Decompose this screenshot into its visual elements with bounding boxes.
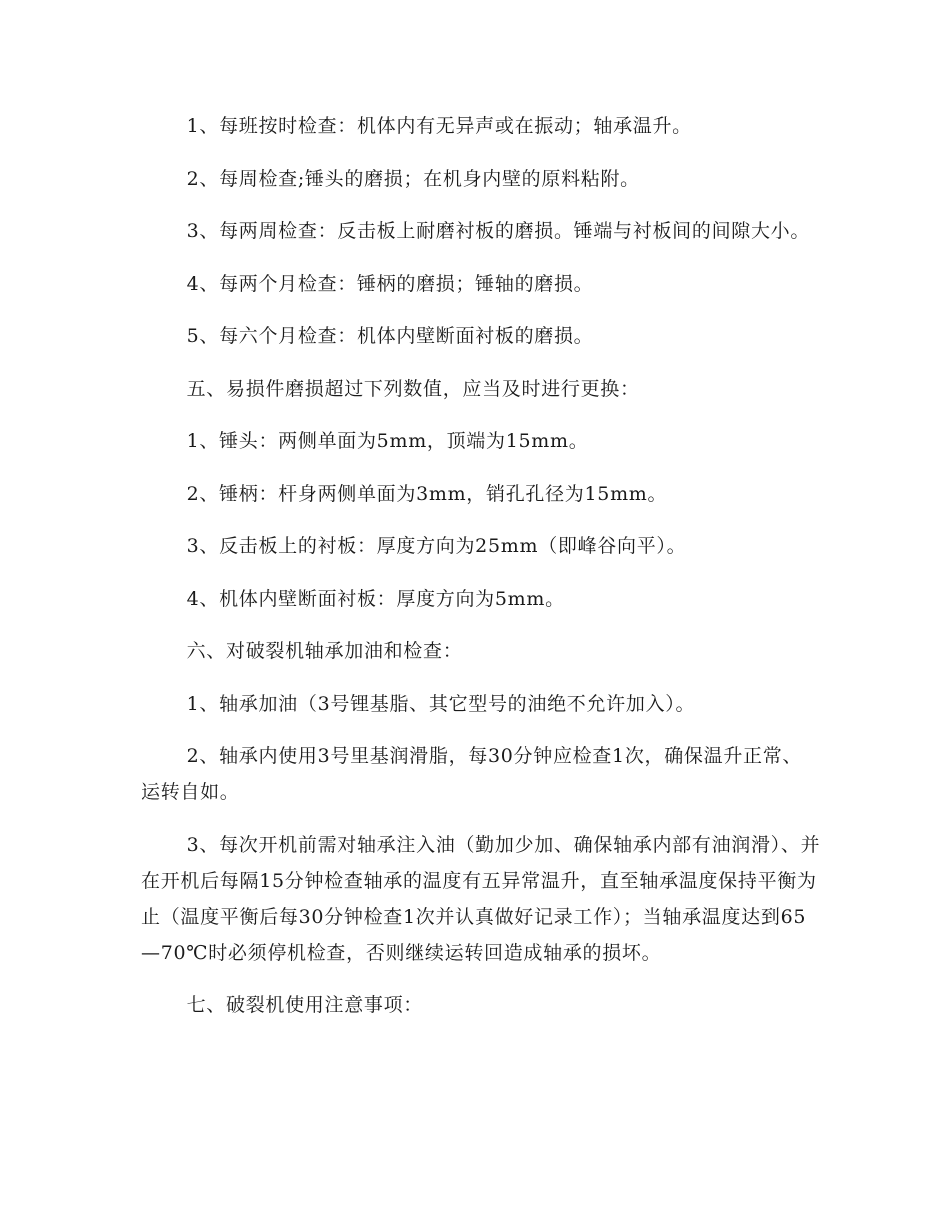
paragraph-check-semiannual: 5、每六个月检查：机体内壁断面衬板的磨损。 <box>186 325 594 347</box>
document-body <box>141 108 821 1023</box>
paragraph-check-bimonthly: 4、每两个月检查：锤柄的磨损；锤轴的磨损。 <box>186 272 594 295</box>
paragraph-hammer-handle: 2、锤柄：杆身两侧单面为3mm，销孔孔径为15mm。 <box>186 482 668 505</box>
section-heading-usage-notes: 七、破裂机使用注意事项： <box>186 994 423 1016</box>
paragraph-bearing-oiling: 1、轴承加油（3号锂基脂、其它型号的油绝不允许加入）。 <box>186 692 696 715</box>
paragraph-impact-plate-liner: 3、反击板上的衬板：厚度方向为25mm（即峰谷向平）。 <box>186 535 687 557</box>
paragraph-bearing-grease-check: 2、轴承内使用3号里基润滑脂，每30分钟应检查1次，确保温升正常、运转自如。 <box>141 745 803 803</box>
paragraph-check-per-shift: 1、每班按时检查：机体内有无异声或在振动；轴承温升。 <box>186 115 692 137</box>
paragraph-check-weekly: 2、每周检查;锤头的磨损；在机身内壁的原料粘附。 <box>186 167 640 190</box>
paragraph-check-biweekly: 3、每两周检查：反击板上耐磨衬板的磨损。锤端与衬板间的间隙大小。 <box>186 220 811 242</box>
section-heading-bearing-oiling: 六、对破裂机轴承加油和检查： <box>186 640 463 662</box>
section-heading-wear-parts: 五、易损件磨损超过下列数值，应当及时进行更换： <box>186 377 640 400</box>
paragraph-hammer-head: 1、锤头：两侧单面为5mm，顶端为15mm。 <box>186 430 589 452</box>
paragraph-bearing-startup-check: 3、每次开机前需对轴承注入油（勤加少加、确保轴承内部有油润滑）、并在开机后每隔15分钟检查轴承的温度有五异常温升，直至轴承温度保持平衡为止（温度平衡后每30分钟检查1次并认真做好记录工作）；当轴承温度达到65—70℃时必须停机检查，否则继续运转回造成轴承的损坏。 <box>141 833 821 964</box>
paragraph-inner-wall-liner: 4、机体内壁断面衬板：厚度方向为5mm。 <box>186 587 565 610</box>
